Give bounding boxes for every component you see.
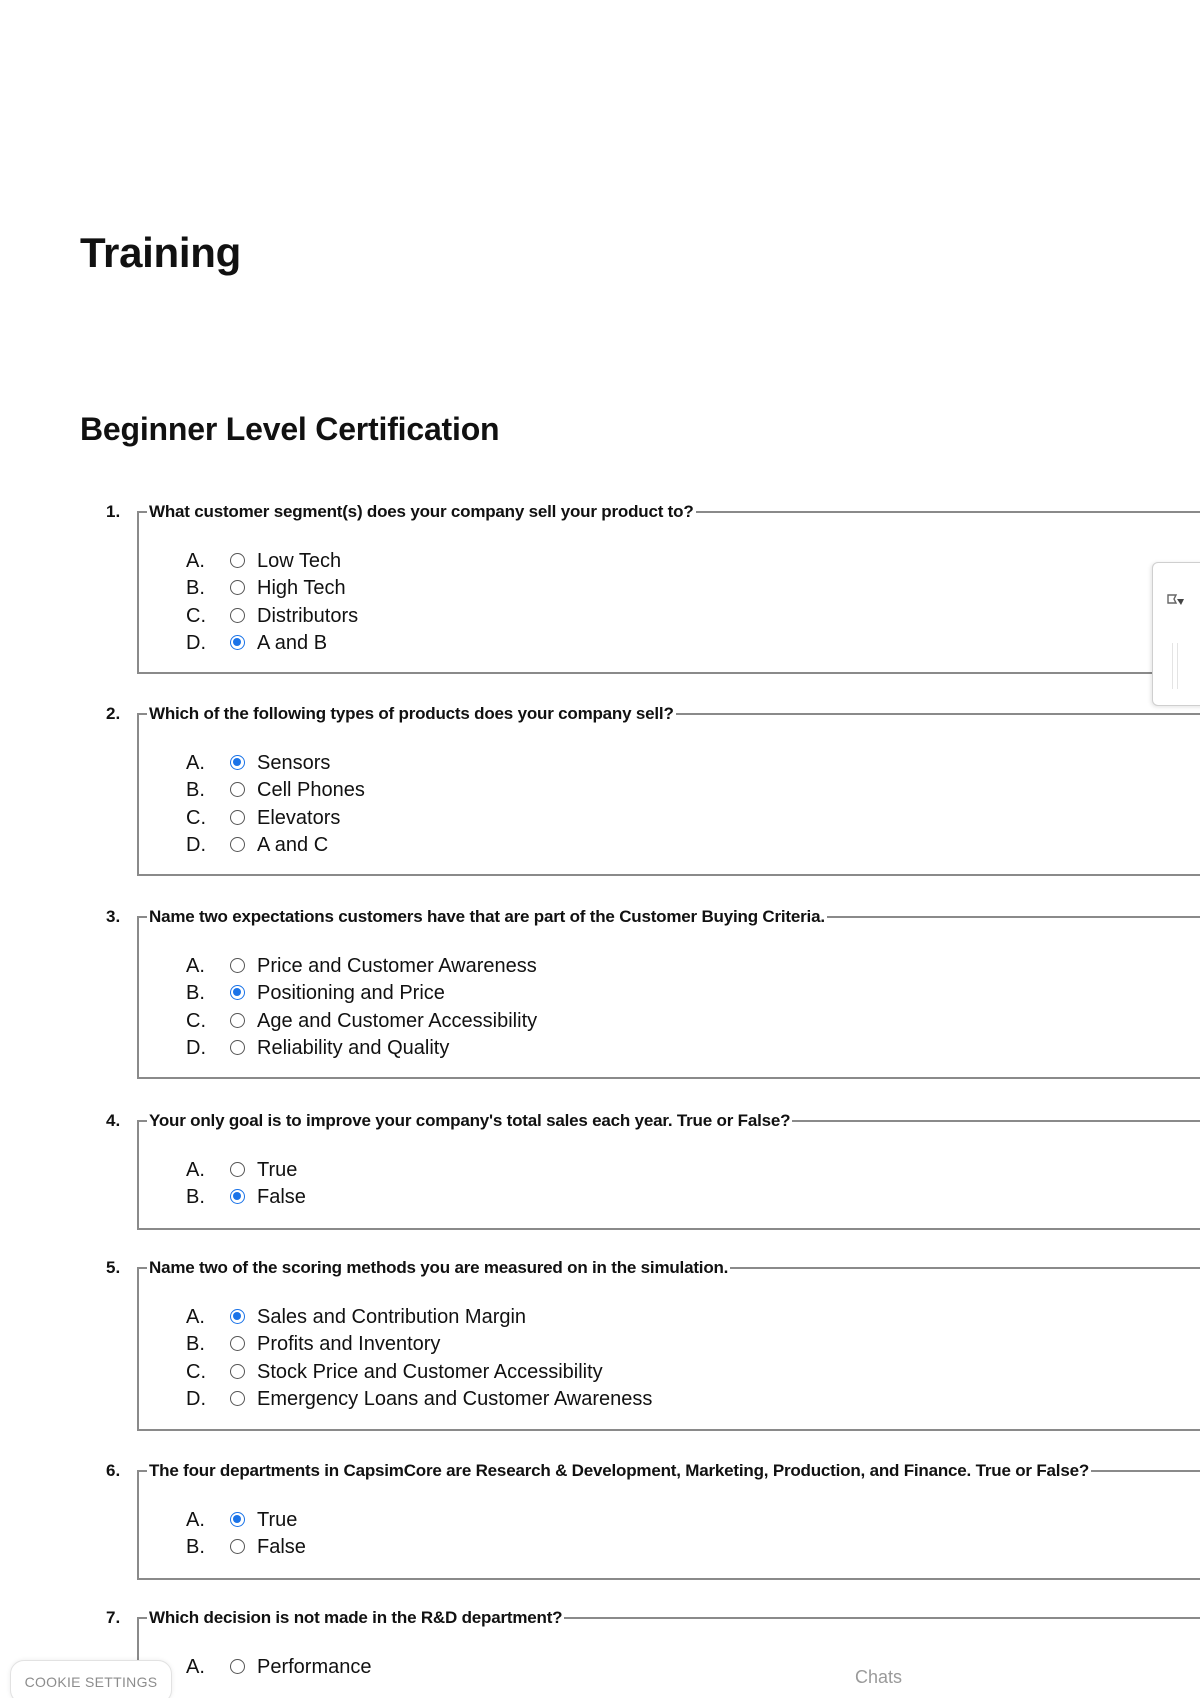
question-fieldset — [137, 704, 1200, 876]
radio-button[interactable] — [230, 1013, 245, 1028]
option-letter: A. — [186, 1509, 205, 1532]
radio-button[interactable] — [230, 1539, 245, 1554]
option-label: Sensors — [257, 752, 331, 775]
option-label: High Tech — [257, 577, 346, 600]
radio-button[interactable] — [230, 1659, 245, 1674]
option-label: Distributors — [257, 604, 359, 627]
option-letter: D. — [186, 632, 206, 655]
answer-option[interactable] — [139, 548, 1200, 575]
option-label: Performance — [257, 1656, 372, 1679]
question-text: Your only goal is to improve your company's total sales each year. True or False? — [149, 1111, 791, 1130]
question-number: 1. — [106, 502, 121, 521]
option-label: A and B — [257, 632, 328, 655]
option-label: Stock Price and Customer Accessibility — [257, 1360, 603, 1383]
answer-options — [139, 1131, 1200, 1212]
question-text: Which of the following types of products does your company sell? — [149, 704, 674, 723]
option-letter: C. — [186, 806, 206, 829]
radio-button[interactable] — [230, 958, 245, 973]
answer-option[interactable] — [139, 1157, 1200, 1184]
question-text: Name two of the scoring methods you are measured on in the simulation. — [149, 1258, 729, 1277]
option-letter: A. — [186, 1656, 205, 1679]
option-label: False — [257, 1186, 306, 1209]
option-letter: A. — [186, 752, 205, 775]
question-text: Which decision is not made in the R&D department? — [149, 1608, 563, 1627]
option-letter: C. — [186, 1009, 206, 1032]
answer-option[interactable] — [139, 1507, 1200, 1534]
radio-button-selected[interactable] — [230, 755, 245, 770]
question-text: What customer segment(s) does your company sell your product to? — [149, 502, 694, 521]
question-number: 6. — [106, 1461, 121, 1480]
option-label: True — [257, 1509, 298, 1532]
question-number: 7. — [106, 1608, 121, 1627]
answer-options — [139, 927, 1200, 1062]
radio-button[interactable] — [230, 837, 245, 852]
radio-button-selected[interactable] — [230, 985, 245, 1000]
question-fieldset — [137, 1111, 1200, 1230]
radio-button[interactable] — [230, 580, 245, 595]
option-label: Reliability and Quality — [257, 1037, 450, 1060]
answer-option[interactable] — [139, 1035, 1200, 1062]
answer-option[interactable] — [139, 1534, 1200, 1561]
answer-option[interactable] — [139, 1654, 1200, 1681]
radio-button[interactable] — [230, 782, 245, 797]
option-letter: A. — [186, 1306, 205, 1329]
answer-option[interactable] — [139, 805, 1200, 832]
option-letter: C. — [186, 604, 206, 627]
radio-button[interactable] — [230, 608, 245, 623]
answer-option[interactable] — [139, 1184, 1200, 1211]
answer-option[interactable] — [139, 603, 1200, 630]
widget-drag-handle[interactable] — [1172, 643, 1178, 689]
question-fieldset — [137, 502, 1200, 674]
question-fieldset — [137, 1608, 1200, 1698]
radio-button-selected[interactable] — [230, 1309, 245, 1324]
option-letter: B. — [186, 577, 205, 600]
answer-options — [139, 724, 1200, 859]
chats-launcher[interactable]: Chats — [855, 1667, 903, 1687]
question-number: 5. — [106, 1258, 121, 1277]
option-letter: D. — [186, 1388, 206, 1411]
answer-option[interactable] — [139, 1331, 1200, 1358]
radio-button-selected[interactable] — [230, 1189, 245, 1204]
answer-options — [139, 1481, 1200, 1562]
answer-options — [139, 1278, 1200, 1413]
flag-icon[interactable] — [1166, 593, 1186, 609]
option-label: Price and Customer Awareness — [257, 955, 537, 978]
option-letter: B. — [186, 1186, 205, 1209]
answer-option[interactable] — [139, 575, 1200, 602]
answer-option[interactable] — [139, 777, 1200, 804]
question-number: 3. — [106, 907, 121, 926]
option-label: False — [257, 1536, 306, 1559]
option-label: Elevators — [257, 806, 341, 829]
page-title: Training — [80, 229, 241, 276]
option-letter: B. — [186, 1333, 205, 1356]
option-letter: D. — [186, 1037, 206, 1060]
answer-option[interactable] — [139, 1304, 1200, 1331]
question-text: Name two expectations customers have that are part of the Customer Buying Criteria. — [149, 907, 825, 926]
radio-button[interactable] — [230, 810, 245, 825]
option-letter: A. — [186, 550, 205, 573]
option-letter: D. — [186, 834, 206, 857]
radio-button[interactable] — [230, 1040, 245, 1055]
answer-option[interactable] — [139, 953, 1200, 980]
answer-option[interactable] — [139, 630, 1200, 657]
option-label: Emergency Loans and Customer Awareness — [257, 1388, 653, 1411]
option-label: Profits and Inventory — [257, 1333, 441, 1356]
option-letter: A. — [186, 1159, 205, 1182]
option-label: Age and Customer Accessibility — [257, 1009, 538, 1032]
option-letter: B. — [186, 779, 205, 802]
option-label: Positioning and Price — [257, 982, 445, 1005]
radio-button-selected[interactable] — [230, 1512, 245, 1527]
question-number: 2. — [106, 704, 121, 723]
answer-option[interactable] — [139, 832, 1200, 859]
option-label: True — [257, 1159, 298, 1182]
section-title: Beginner Level Certification — [80, 411, 500, 447]
question-text: The four departments in CapsimCore are Research & Development, Marketing, Production, and Finance. True or False? — [149, 1461, 1090, 1480]
radio-button[interactable] — [230, 553, 245, 568]
option-letter: C. — [186, 1360, 206, 1383]
answer-option[interactable] — [139, 1359, 1200, 1386]
answer-option[interactable] — [139, 980, 1200, 1007]
side-feedback-widget[interactable] — [1152, 562, 1200, 706]
question-fieldset — [137, 1258, 1200, 1431]
answer-option[interactable] — [139, 750, 1200, 777]
radio-button[interactable] — [230, 1391, 245, 1406]
radio-button-selected[interactable] — [230, 635, 245, 650]
option-letter: A. — [186, 955, 205, 978]
cookie-settings-button[interactable]: COOKIE SETTINGS — [10, 1660, 172, 1698]
answer-option[interactable] — [139, 1008, 1200, 1035]
option-letter: B. — [186, 1536, 205, 1559]
option-letter: B. — [186, 982, 205, 1005]
option-label: Sales and Contribution Margin — [257, 1306, 527, 1329]
answer-option[interactable] — [139, 1386, 1200, 1413]
radio-button[interactable] — [230, 1336, 245, 1351]
option-label: Low Tech — [257, 550, 342, 573]
option-label: A and C — [257, 834, 329, 857]
question-fieldset — [137, 907, 1200, 1079]
radio-button[interactable] — [230, 1162, 245, 1177]
question-fieldset — [137, 1461, 1200, 1580]
option-label: Cell Phones — [257, 779, 365, 802]
answer-options — [139, 1628, 1200, 1681]
question-number: 4. — [106, 1111, 121, 1130]
radio-button[interactable] — [230, 1364, 245, 1379]
answer-options — [139, 522, 1200, 657]
